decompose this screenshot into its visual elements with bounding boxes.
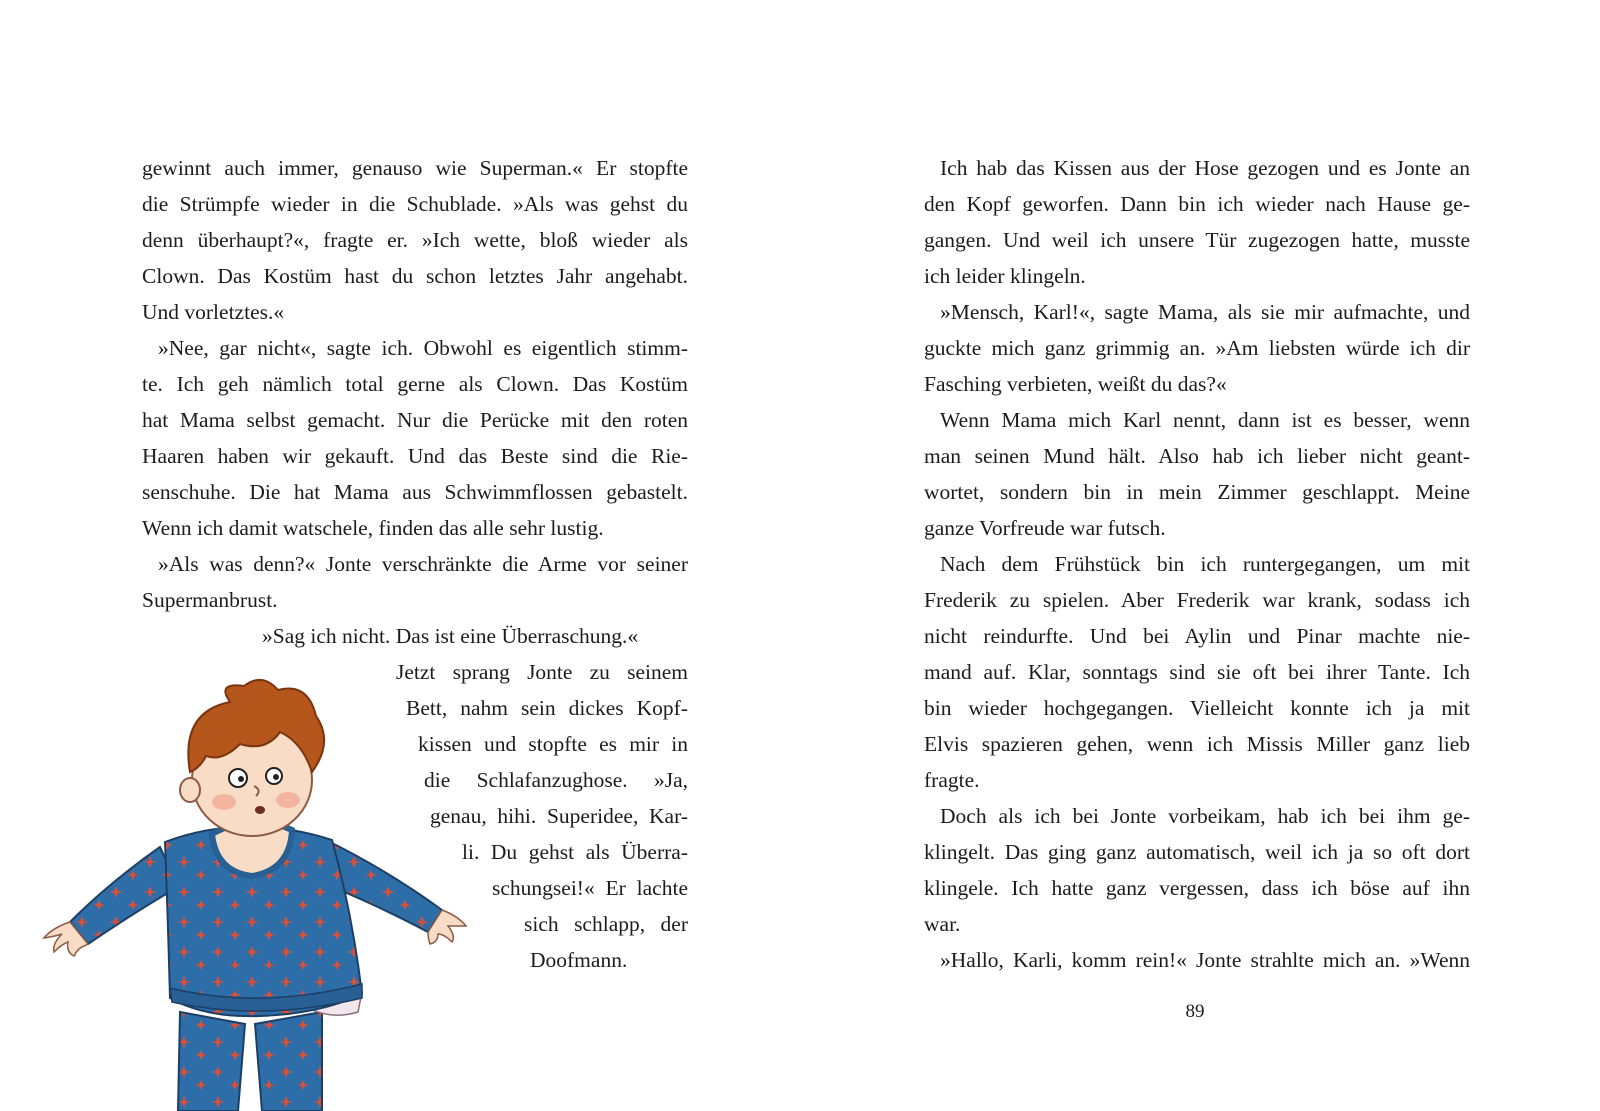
text-line: Wenn ich damit watschele, finden das alle sehr lustig. xyxy=(142,516,604,540)
text-line: li. Du gehst als Überra- xyxy=(462,840,688,864)
text-line: klingelt. Das ging ganz automatisch, weil ich ja so oft dort xyxy=(924,840,1470,864)
text-line: gewinnt auch immer, genauso wie Superman.« Er stopfte xyxy=(142,156,688,180)
text-line: die Strümpfe wieder in die Schublade. »Als was gehst du xyxy=(142,192,688,216)
text-line: Doch als ich bei Jonte vorbeikam, hab ich bei ihm ge- xyxy=(940,804,1470,828)
text-line: Jetzt sprang Jonte zu seinem xyxy=(396,660,688,684)
text-line: Elvis spazieren gehen, wenn ich Missis Miller ganz lieb xyxy=(924,732,1470,756)
page-number: 89 xyxy=(1185,1001,1205,1022)
text-line: Fasching verbieten, weißt du das?« xyxy=(924,372,1227,396)
text-line: Wenn Mama mich Karl nennt, dann ist es besser, wenn xyxy=(940,408,1470,432)
text-line: fragte. xyxy=(924,768,980,792)
text-line: Ich hab das Kissen aus der Hose gezogen und es Jonte an xyxy=(940,156,1470,180)
text-line: ich leider klingeln. xyxy=(924,264,1086,288)
text-line: »Mensch, Karl!«, sagte Mama, als sie mir aufmachte, und xyxy=(940,300,1470,324)
text-line: den Kopf geworfen. Dann bin ich wieder nach Hause ge- xyxy=(924,192,1470,216)
text-line: mand auf. Klar, sonntags sind sie oft bei ihrer Tante. Ich xyxy=(924,660,1470,684)
text-line: man seinen Mund hält. Also hab ich lieber nicht geant- xyxy=(924,444,1470,468)
text-line: »Hallo, Karli, komm rein!« Jonte strahlte mich an. »Wenn xyxy=(940,948,1470,972)
text-line: Bett, nahm sein dickes Kopf- xyxy=(406,696,688,720)
text-line: hat Mama selbst gemacht. Nur die Perücke mit den roten xyxy=(142,408,688,432)
text-line: Frederik zu spielen. Aber Frederik war krank, sodass ich xyxy=(924,588,1470,612)
text-line: wortet, sondern bin in mein Zimmer geschlappt. Meine xyxy=(924,480,1470,504)
text-line: Haaren haben wir gekauft. Und das Beste sind die Rie- xyxy=(142,444,688,468)
text-line: klingele. Ich hatte ganz vergessen, dass ich böse auf ihn xyxy=(924,876,1470,900)
boy-in-pajamas-illustration xyxy=(40,672,470,1111)
text-line: Doofmann. xyxy=(530,948,628,972)
text-line: senschuhe. Die hat Mama aus Schwimmflossen gebastelt. xyxy=(142,480,688,504)
text-line: Clown. Das Kostüm hast du schon letztes Jahr angehabt. xyxy=(142,264,688,288)
text-line: »Nee, gar nicht«, sagte ich. Obwohl es eigentlich stimm- xyxy=(158,336,688,360)
text-line: genau, hihi. Superidee, Kar- xyxy=(430,804,688,828)
text-line: »Als was denn?« Jonte verschränkte die Arme vor seiner xyxy=(158,552,688,576)
right-page xyxy=(800,0,1600,1111)
text-line: gangen. Und weil ich unsere Tür zugezogen hatte, musste xyxy=(924,228,1470,252)
text-line: war. xyxy=(924,912,961,936)
text-line: die Schlafanzughose. »Ja, xyxy=(424,768,688,792)
text-line: Nach dem Frühstück bin ich runtergegangen, um mit xyxy=(940,552,1470,576)
text-line: »Sag ich nicht. Das ist eine Überraschung.« xyxy=(262,624,639,648)
text-line: kissen und stopfte es mir in xyxy=(418,732,688,756)
text-line: denn überhaupt?«, fragte er. »Ich wette, bloß wieder als xyxy=(142,228,688,252)
text-line: schungsei!« Er lachte xyxy=(492,876,688,900)
text-line: sich schlapp, der xyxy=(524,912,688,936)
text-line: te. Ich geh nämlich total gerne als Clown. Das Kostüm xyxy=(142,372,688,396)
text-line: guckte mich ganz grimmig an. »Am liebsten würde ich dir xyxy=(924,336,1470,360)
text-line: bin wieder hochgegangen. Vielleicht konnte ich ja mit xyxy=(924,696,1470,720)
text-line: Supermanbrust. xyxy=(142,588,278,612)
text-line: nicht reindurfte. Und bei Aylin und Pinar machte nie- xyxy=(924,624,1470,648)
text-line: Und vorletztes.« xyxy=(142,300,285,324)
text-line: ganze Vorfreude war futsch. xyxy=(924,516,1166,540)
